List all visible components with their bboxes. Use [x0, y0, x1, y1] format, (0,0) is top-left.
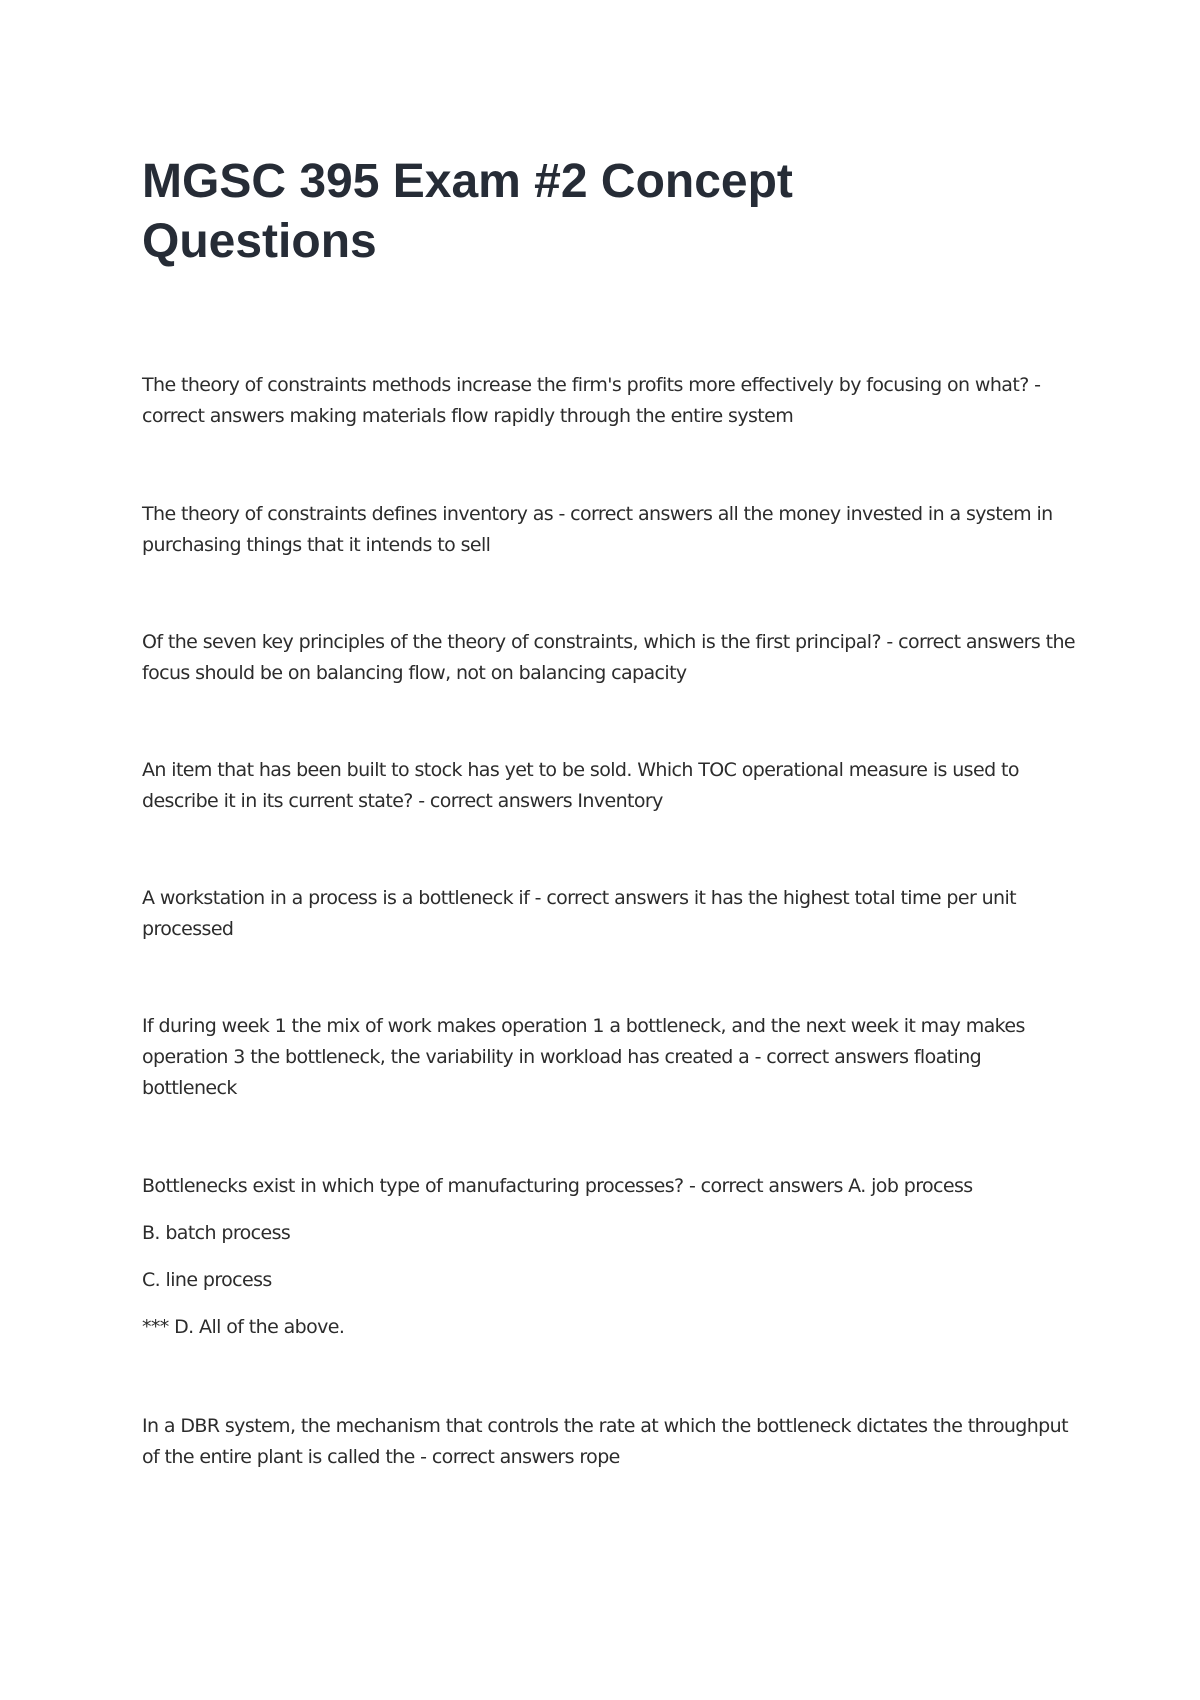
question-4: An item that has been built to stock has yet to be sold. Which TOC operational measure is used to describe it in its current state? - correct answers Inventory [142, 759, 1019, 812]
question-3: Of the seven key principles of the theory of constraints, which is the first principal? - correct answers the focus should be on balancing flow, not on balancing capacity [142, 631, 1076, 684]
question-7-option-d: *** D. All of the above. [142, 1316, 345, 1338]
question-2: The theory of constraints defines inventory as - correct answers all the money invested in a system in purchasing things that it intends to sell [142, 503, 1053, 556]
question-8: In a DBR system, the mechanism that controls the rate at which the bottleneck dictates the throughput of the entire plant is called the - correct answers rope [142, 1415, 1068, 1468]
question-7-option-c: C. line process [142, 1269, 272, 1291]
question-6: If during week 1 the mix of work makes operation 1 a bottleneck, and the next week it may makes operation 3 the bottleneck, the variability in workload has created a - correct answers floating bottleneck [142, 1015, 1025, 1099]
question-7: Bottlenecks exist in which type of manufacturing processes? - correct answers A. job process [142, 1175, 973, 1197]
document-title: MGSC 395 Exam #2 Concept Questions [142, 155, 793, 268]
question-1: The theory of constraints methods increase the firm's profits more effectively by focusing on what? - correct answers making materials flow rapidly through the entire system [142, 374, 1041, 427]
question-5: A workstation in a process is a bottleneck if - correct answers it has the highest total time per unit processed [142, 887, 1017, 940]
question-7-option-b: B. batch process [142, 1222, 291, 1244]
